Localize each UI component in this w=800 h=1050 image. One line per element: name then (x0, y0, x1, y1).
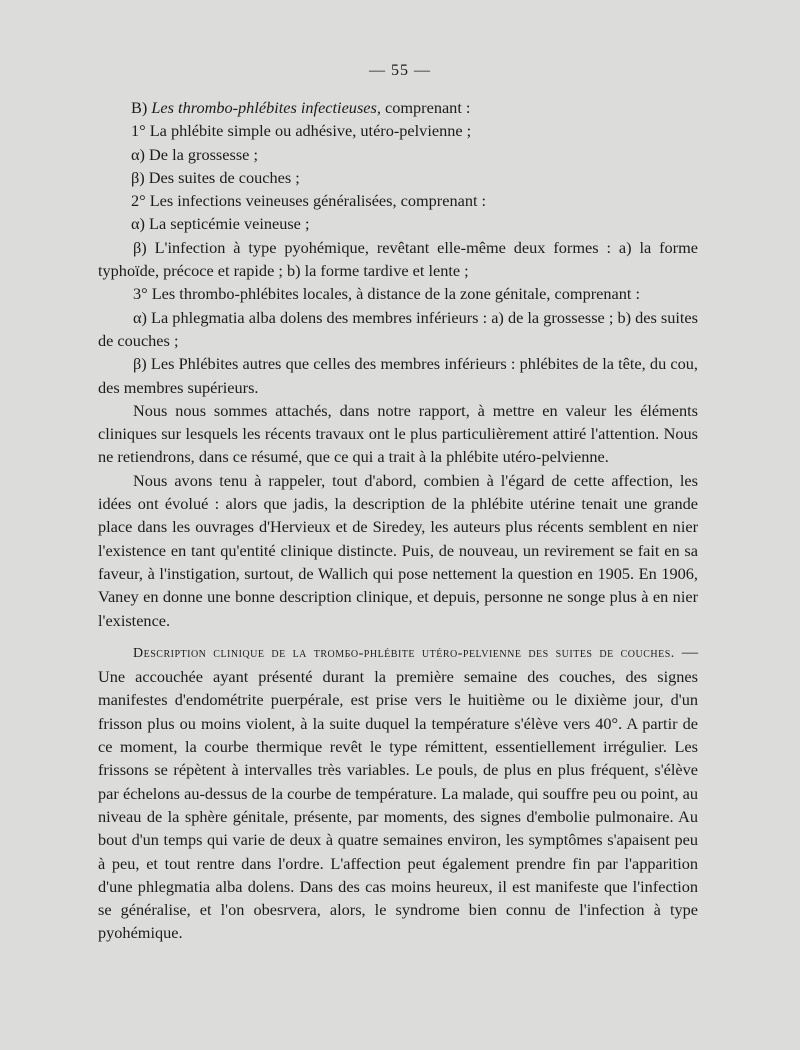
item-1-beta: β) Des suites de couches ; (131, 167, 300, 187)
section-b-title: Les thrombo-phlébites infectieuses, (151, 98, 381, 117)
page-number: — 55 — (369, 62, 431, 79)
paragraph-2: Nous avons tenu à rappeler, tout d'abord, combien à l'égard de cette affection, les idées ont évolué : alors que jadis, la description de la phlébite utérine tenait une grande place dans les ouvrages d'Hervieux et de Siredey, les auteurs plus récents semblent en nier l'existence en tant qu'entité clinique distincte. Puis, de nouveau, un revirement se fait en sa faveur, à l'instigation, surtout, de Wallich qui pose nettement la question en 1905. En 1906, Vaney en donne une bonne description clinique, et depuis, personne ne songe plus à en nier l'existence. (98, 470, 698, 630)
item-2-beta: β) L'infection à type pyohémique, revêtant elle-même deux formes : a) la forme typhoïde, précoce et rapide ; b) la forme tardive et lente ; (98, 237, 698, 281)
page-body (98, 96, 698, 945)
paragraph-3 (98, 640, 698, 945)
paragraph-1: Nous nous sommes attachés, dans notre rapport, à mettre en valeur les éléments cliniques sur lesquels les récents travaux ont le plus particulièrement attiré l'attention. Nous ne retiendrons, dans ce résumé, que ce qui a trait à la phlébite utéro-pelvienne. (98, 400, 698, 467)
section-b-heading (98, 96, 698, 119)
section-b-label: B) (131, 98, 148, 117)
item-3-beta: β) Les Phlébites autres que celles des membres inférieurs : phlébites de la tête, du cou, des membres supérieurs. (98, 354, 698, 397)
item-1: 1° La phlébite simple ou adhésive, utéro-pelvienne ; (131, 121, 472, 141)
section-b-rest: comprenant : (385, 98, 471, 117)
spacer (98, 632, 698, 640)
paragraph-3-heading: Description clinique de la tromбo-phlébite utéro-pelvienne des suites de couches. (133, 645, 675, 661)
item-3-alpha: α) La phlegmatia alba dolens des membres inférieurs : a) de la grossesse ; b) des suites de couches ; (98, 307, 698, 350)
item-2: 2° Les infections veineuses généralisées, comprenant : (131, 191, 487, 211)
item-3: 3° Les thrombo-phlébites locales, à distance de la zone génitale, comprenant : (133, 284, 640, 304)
item-1-alpha: α) De la grossesse ; (131, 144, 258, 164)
paragraph-3-body: — Une accouchée ayant présenté durant la première semaine des couches, des signes manifestes d'endométrite puerpérale, est prise vers le huitième ou le dixième jour, d'un frisson plus ou moins violent, à la suite duquel la température s'élève vers 40°. A partir de ce moment, la courbe thermique revêt le type rémittent, essentiellement irrégulier. Les frissons se répètent à intervalles très variables. Le pouls, de plus en plus fréquent, s'élève par échelons au-dessus de la courbe de température. La malade, qui souffre peu ou point, au niveau de la sphère génitale, présente, par moments, des signes d'embolie pulmonaire. Au bout d'un temps qui varie de deux à quatre semaines environ, les symptômes s'apaisent peu à peu, et tout rentre dans l'ordre. L'affection peut également prendre fin par l'apparition d'une phlegmatia alba dolens. Dans des cas moins heureux, il est manifeste que l'infection se généralise, et l'on obesrvera, alors, le syndrome bien connu de l'infection à type pyohémique. (98, 641, 698, 943)
item-2-alpha: α) La septicémie veineuse ; (131, 214, 310, 234)
